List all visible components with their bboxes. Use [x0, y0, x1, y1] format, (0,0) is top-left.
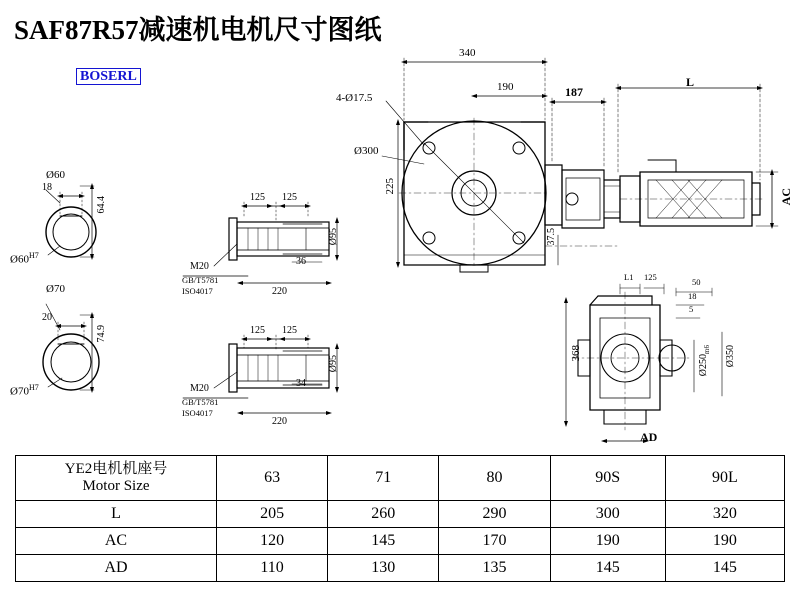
label-key2-m20: M20 — [190, 383, 209, 394]
table-header-label — [16, 456, 217, 501]
label-key2-220: 220 — [272, 416, 287, 427]
table-header-size-1: 71 — [328, 456, 439, 501]
label-key2-34: 34 — [296, 378, 306, 389]
gearbox-front-view — [382, 58, 549, 272]
label-dim-37-5: 37.5 — [546, 228, 557, 246]
label-dim-L1: L1 — [624, 272, 634, 282]
label-key1-o95: Ø95 — [328, 228, 339, 246]
row-label-L: L — [16, 501, 217, 528]
table-header-size-3: 90S — [550, 456, 665, 501]
cell-L-63: 205 — [217, 501, 328, 528]
label-dim-L: L — [686, 75, 695, 89]
label-d60-top: Ø60 — [46, 169, 65, 181]
label-d60h7: $Ø60^{H7}$ — [10, 251, 39, 266]
cell-L-80: 290 — [439, 501, 550, 528]
label-d70-top: Ø70 — [46, 283, 65, 295]
label-dim-368: 368 — [570, 345, 582, 362]
table-header-size-4: 90L — [665, 456, 784, 501]
label-dim-190: 190 — [497, 81, 514, 93]
label-dim-74-9: 74.9 — [96, 325, 107, 343]
shaft-assembly-1 — [183, 202, 339, 285]
cell-L-71: 260 — [328, 501, 439, 528]
cell-AC-90L: 190 — [665, 528, 784, 555]
table-header-row — [16, 456, 785, 501]
cell-AC-90S: 190 — [550, 528, 665, 555]
label-key2-iso: ISO4017 — [182, 408, 213, 418]
label-dim-5: 5 — [689, 304, 694, 314]
label-dim-o250: $Ø250_{m6}$ — [698, 345, 711, 377]
cell-L-90S: 300 — [550, 501, 665, 528]
label-dim-AD: AD — [640, 430, 658, 444]
cell-AD-90L: 145 — [665, 555, 784, 582]
label-dim-18-plan: 18 — [688, 291, 697, 301]
label-key2-125a: 125 — [250, 325, 265, 336]
label-dim-187: 187 — [565, 85, 583, 99]
cell-L-90L: 320 — [665, 501, 784, 528]
label-dim-18: 18 — [42, 182, 52, 193]
label-key1-m20: M20 — [190, 261, 209, 272]
label-dim-50: 50 — [692, 277, 701, 287]
table-header-size-0: 63 — [217, 456, 328, 501]
label-dim-o300: Ø300 — [354, 145, 379, 157]
label-key1-125b: 125 — [282, 192, 297, 203]
cell-AD-63: 110 — [217, 555, 328, 582]
motor-side-view — [615, 84, 778, 229]
cell-AC-80: 170 — [439, 528, 550, 555]
table-header-size-2: 80 — [439, 456, 550, 501]
row-label-AC: AC — [16, 528, 217, 555]
shaft-60-view — [46, 183, 96, 260]
row-label-AD: AD — [16, 555, 217, 582]
label-key2-125b: 125 — [282, 325, 297, 336]
label-dim-340: 340 — [459, 47, 476, 59]
table-row — [16, 555, 785, 582]
table-row — [16, 501, 785, 528]
cell-AD-90S: 145 — [550, 555, 665, 582]
label-key2-o95: Ø95 — [328, 355, 339, 373]
label-key2-gb: GB/T5781 — [182, 397, 219, 407]
label-dim-225: 225 — [384, 178, 396, 195]
cell-AC-63: 120 — [217, 528, 328, 555]
motor-size-table — [15, 455, 785, 582]
table-header-label-en: Motor Size — [82, 478, 150, 494]
page-title: SAF87R57减速机电机尺寸图纸 — [14, 15, 382, 45]
table-row — [16, 528, 785, 555]
table-header-label-cn: YE2电机机座号 — [64, 461, 168, 477]
label-dim-AC: AC — [779, 188, 793, 206]
label-dim-o350: Ø350 — [725, 345, 736, 368]
cell-AD-71: 130 — [328, 555, 439, 582]
label-dim-20: 20 — [42, 312, 52, 323]
label-d70h7: $Ø70^{H7}$ — [10, 383, 39, 398]
label-key1-125a: 125 — [250, 192, 265, 203]
label-key1-gb: GB/T5781 — [182, 275, 219, 285]
label-dim-125-plan: 125 — [644, 272, 657, 282]
cell-AD-80: 135 — [439, 555, 550, 582]
cell-AC-71: 145 — [328, 528, 439, 555]
label-key1-220: 220 — [272, 286, 287, 297]
label-dim-64-4: 64.4 — [96, 196, 107, 214]
brand-logo: BOSERL — [76, 68, 141, 85]
label-key1-iso: ISO4017 — [182, 286, 213, 296]
label-key1-36: 36 — [296, 256, 306, 267]
label-holes-count: 4-Ø17.5 — [336, 92, 373, 104]
